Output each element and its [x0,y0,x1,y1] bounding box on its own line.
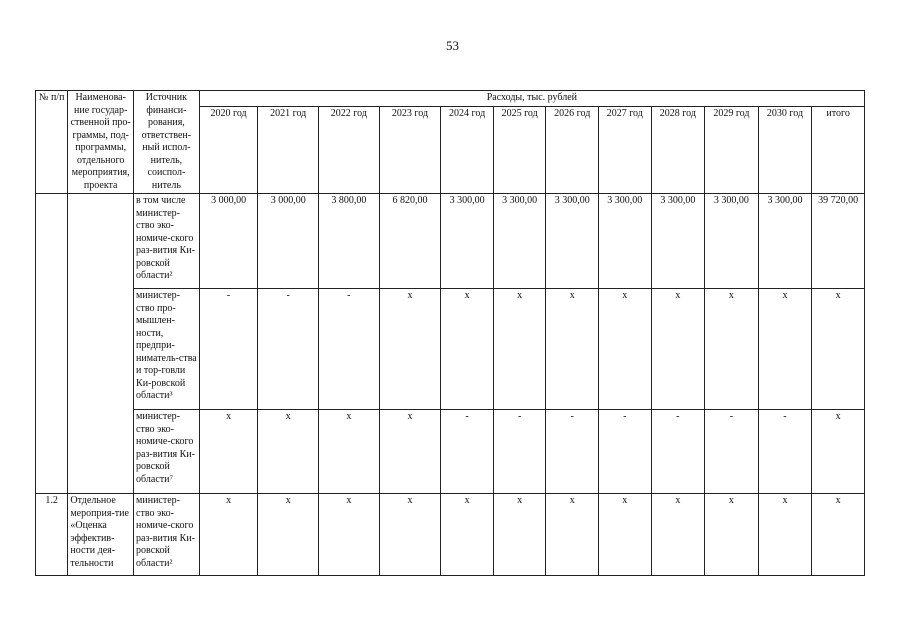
value-cell: x [379,289,441,410]
value-cell: 3 300,00 [493,194,546,289]
value-cell: 3 300,00 [651,194,705,289]
value-cell: - [758,410,812,494]
row-name-cell [68,194,134,494]
table-row [36,194,865,289]
value-cell: - [546,410,599,494]
value-cell: 3 300,00 [758,194,812,289]
value-cell: x [319,494,380,576]
value-cell: x [493,289,546,410]
table-row [36,494,865,576]
value-cell: 3 000,00 [199,194,258,289]
row-source-cell: министер-ство про-мышлен-ности, предпри-ниматель-ства и тор-говли Ки-ровской области³ [134,289,200,410]
row-num-cell: 1.2 [36,494,68,576]
value-cell: - [258,289,319,410]
value-cell: - [319,289,380,410]
value-cell: x [546,289,599,410]
header-year-2022: 2022 год [319,107,380,194]
value-cell: 3 300,00 [705,194,759,289]
header-year-2021: 2021 год [258,107,319,194]
header-source: Источник финанси-рования, ответствен-ный испол-нитель, соиспол-нитель [134,91,200,194]
header-year-2026: 2026 год [546,107,599,194]
value-cell: - [705,410,759,494]
value-cell: x [441,289,494,410]
value-cell: - [493,410,546,494]
header-name: Наименова-ние государ-ственной про-граммы, под-программы, отдельного мероприятия, проекта [68,91,134,194]
value-cell: x [705,289,759,410]
budget-table [35,90,865,576]
total-cell: x [812,289,865,410]
header-year-2028: 2028 год [651,107,705,194]
value-cell: 3 000,00 [258,194,319,289]
header-expenses-title: Расходы, тыс. рублей [199,91,864,107]
value-cell: 6 820,00 [379,194,441,289]
value-cell: - [599,410,652,494]
row-name-cell: Отдельное мероприя-тие «Оценка эффектив-ности дея-тельности [68,494,134,576]
value-cell: 3 300,00 [441,194,494,289]
value-cell: x [379,494,441,576]
value-cell: x [441,494,494,576]
value-cell: x [258,494,319,576]
value-cell: x [379,410,441,494]
table-row [36,289,865,410]
header-year-2024: 2024 год [441,107,494,194]
table-row [36,410,865,494]
header-year-2030: 2030 год [758,107,812,194]
total-cell: x [812,410,865,494]
value-cell: x [319,410,380,494]
row-source-cell: министер-ство эко-номиче-ского раз-вития Ки-ровской области⁷ [134,410,200,494]
header-year-2025: 2025 год [493,107,546,194]
value-cell: x [705,494,759,576]
value-cell: x [546,494,599,576]
header-year-2027: 2027 год [599,107,652,194]
header-num: № п/п [36,91,68,194]
row-source-cell: в том числе министер-ство эко-номиче-ского раз-вития Ки-ровской области² [134,194,200,289]
header-year-2029: 2029 год [705,107,759,194]
value-cell: 3 800,00 [319,194,380,289]
value-cell: x [493,494,546,576]
value-cell: - [199,289,258,410]
value-cell: x [651,289,705,410]
total-cell: x [812,494,865,576]
value-cell: x [758,289,812,410]
value-cell: x [599,494,652,576]
page-number: 53 [446,38,459,53]
value-cell: 3 300,00 [546,194,599,289]
value-cell: x [758,494,812,576]
value-cell: x [651,494,705,576]
value-cell: x [258,410,319,494]
value-cell: x [599,289,652,410]
header-total: итого [812,107,865,194]
value-cell: x [199,410,258,494]
total-cell: 39 720,00 [812,194,865,289]
row-num-cell [36,194,68,494]
row-source-cell: министер-ство эко-номиче-ского раз-вития Ки-ровской области² [134,494,200,576]
value-cell: 3 300,00 [599,194,652,289]
value-cell: - [441,410,494,494]
value-cell: - [651,410,705,494]
header-year-2020: 2020 год [199,107,258,194]
value-cell: x [199,494,258,576]
header-year-2023: 2023 год [379,107,441,194]
